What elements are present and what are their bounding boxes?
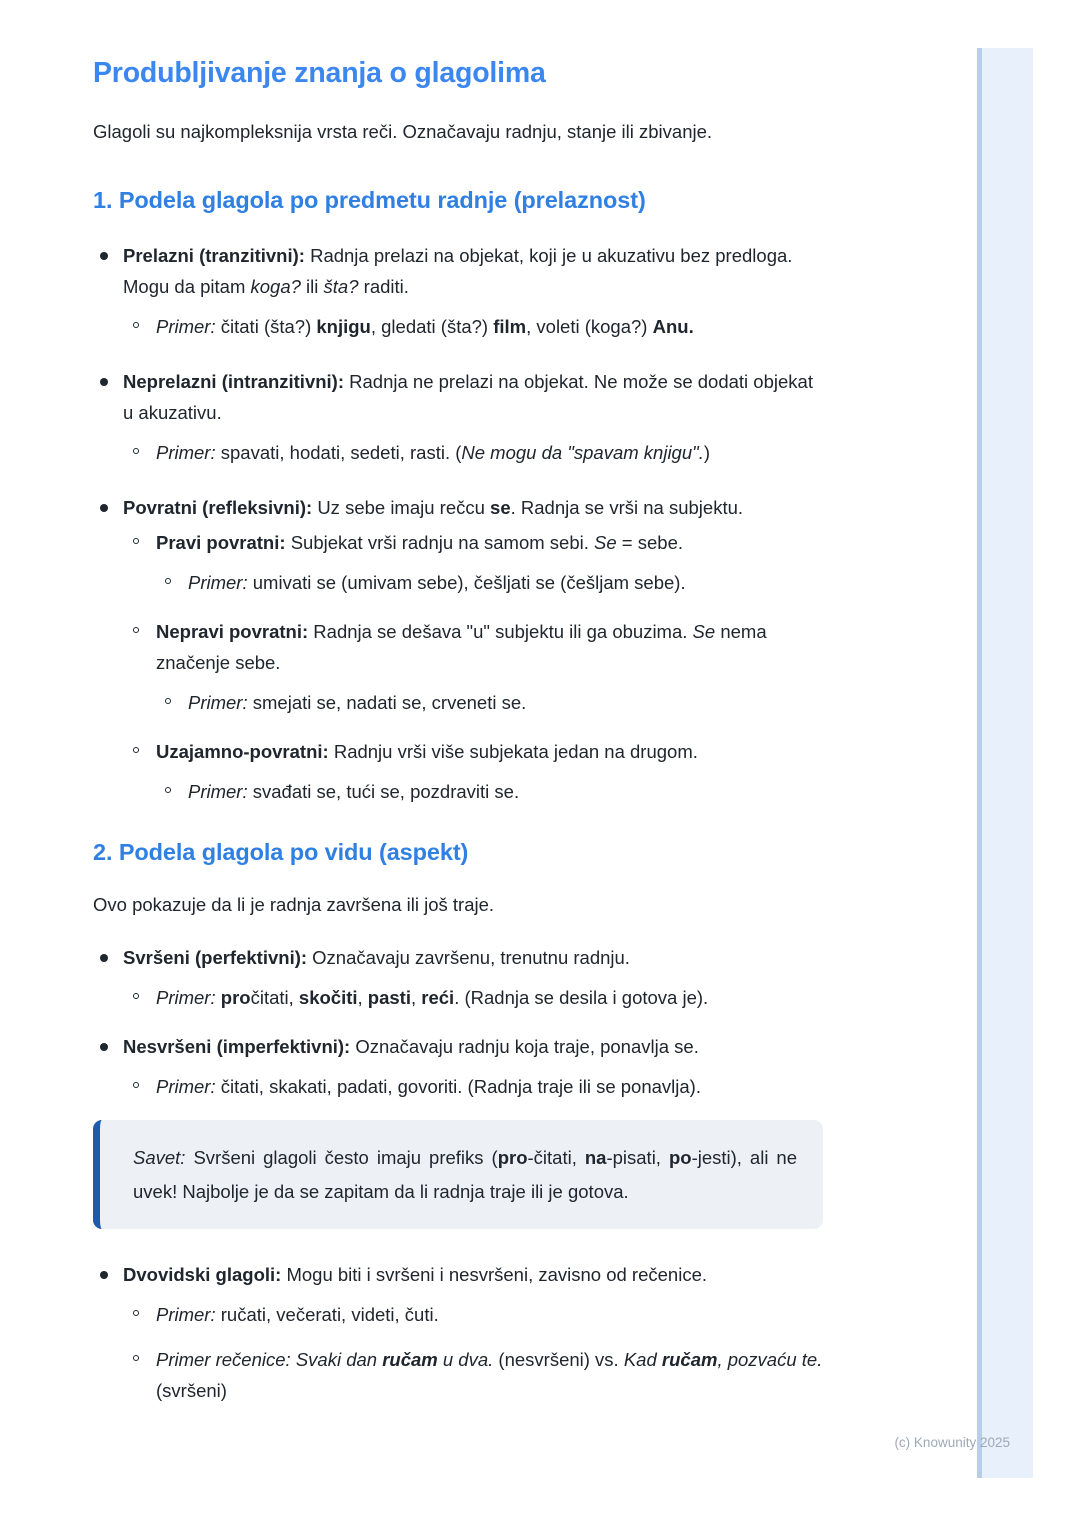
list-item-text: Pravi povratni: Subjekat vrši radnju na samom sebi. Se = sebe. bbox=[156, 532, 684, 553]
list-item-dvovidski bbox=[93, 1259, 823, 1290]
list-item-text: Svršeni (perfektivni): Označavaju završenu, trenutnu radnju. bbox=[123, 947, 630, 968]
list-item-povratni bbox=[93, 492, 823, 523]
list-item-text: Primer: smejati se, nadati se, crveneti se. bbox=[188, 692, 527, 713]
bullet-dot-icon bbox=[100, 954, 108, 962]
copyright-watermark: (c) Knowunity 2025 bbox=[894, 1435, 1010, 1450]
bullet-circle-icon bbox=[133, 993, 139, 999]
list-item-pravi-povratni-primer bbox=[93, 567, 823, 598]
list-item-text: Prelazni (tranzitivni): Radnja prelazi na objekat, koji je u akuzativu bez predloga. Mogu da pitam koga? ili šta? raditi. bbox=[123, 245, 793, 297]
list-item-uzajamno-povratni-primer bbox=[93, 776, 823, 807]
list-item-text: Nesvršeni (imperfektivni): Označavaju radnju koja traje, ponavlja se. bbox=[123, 1036, 699, 1057]
right-stripe-decoration bbox=[977, 48, 1033, 1478]
bullet-dot-icon bbox=[100, 252, 108, 260]
list-item-text: Uzajamno-povratni: Radnju vrši više subjekata jedan na drugom. bbox=[156, 741, 698, 762]
page-title: Produbljivanje znanja o glagolima bbox=[93, 57, 546, 89]
list-item-text: Primer: umivati se (umivam sebe), češljati se (češljam sebe). bbox=[188, 572, 686, 593]
list-item-text: Dvovidski glagoli: Mogu biti i svršeni i nesvršeni, zavisno od rečenice. bbox=[123, 1264, 708, 1285]
bullet-circle-icon bbox=[165, 787, 171, 793]
section-1-heading: 1. Podela glagola po predmetu radnje (prelaznost) bbox=[93, 187, 646, 213]
section-2-heading: 2. Podela glagola po vidu (aspekt) bbox=[93, 839, 469, 865]
bullet-dot-icon bbox=[100, 504, 108, 512]
list-item-svrseni bbox=[93, 942, 823, 973]
list-item-svrseni-primer bbox=[93, 982, 823, 1013]
list-item-neprelazni bbox=[93, 366, 823, 428]
list-item-text: Primer rečenice: Svaki dan ručam u dva. (nesvršeni) vs. Kad ručam, pozvaću te. (svršeni) bbox=[156, 1349, 823, 1401]
list-item-text: Primer: čitati (šta?) knjigu, gledati (šta?) film, voleti (koga?) Anu. bbox=[156, 316, 694, 337]
list-item-text: Primer: pročitati, skočiti, pasti, reći. (Radnja se desila i gotova je). bbox=[156, 987, 709, 1008]
list-item-prelazni-primer bbox=[93, 311, 823, 342]
list-item-text: Primer: svađati se, tući se, pozdraviti se. bbox=[188, 781, 520, 802]
tip-callout-box bbox=[93, 1120, 823, 1229]
bullet-dot-icon bbox=[100, 378, 108, 386]
bullet-circle-icon bbox=[133, 627, 139, 633]
intro-paragraph: Glagoli su najkompleksnija vrsta reči. Označavaju radnju, stanje ili zbivanje. bbox=[93, 121, 713, 142]
list-item-nepravi-povratni bbox=[93, 616, 823, 678]
list-item-prelazni bbox=[93, 240, 823, 302]
bullet-circle-icon bbox=[133, 538, 139, 544]
bullet-circle-icon bbox=[133, 322, 139, 328]
bullet-dot-icon bbox=[100, 1271, 108, 1279]
bullet-circle-icon bbox=[165, 578, 171, 584]
bullet-circle-icon bbox=[133, 1355, 139, 1361]
list-item-text: Primer: spavati, hodati, sedeti, rasti. (Ne mogu da "spavam knjigu".) bbox=[156, 442, 711, 463]
list-item-nesvrseni bbox=[93, 1031, 823, 1062]
list-item-text: Povratni (refleksivni): Uz sebe imaju rečcu se. Radnja se vrši na subjektu. bbox=[123, 497, 744, 518]
list-item-nepravi-povratni-primer bbox=[93, 687, 823, 718]
bullet-circle-icon bbox=[165, 698, 171, 704]
list-item-text: Primer: čitati, skakati, padati, govoriti. (Radnja traje ili se ponavlja). bbox=[156, 1076, 701, 1097]
document-content bbox=[93, 0, 823, 1406]
tip-callout-text: Savet: Svršeni glagoli često imaju prefiks (pro-čitati, na-pisati, po-jesti), ali ne uvek! Najbolje je da se zapitam da li radnja traje ili je gotova. bbox=[133, 1147, 798, 1202]
list-item-nesvrseni-primer bbox=[93, 1071, 823, 1102]
bullet-circle-icon bbox=[133, 747, 139, 753]
list-item-pravi-povratni bbox=[93, 527, 823, 558]
bullet-dot-icon bbox=[100, 1043, 108, 1051]
list-item-dvovidski-primer-recenice bbox=[93, 1344, 823, 1406]
bullet-circle-icon bbox=[133, 448, 139, 454]
list-item-dvovidski-primer bbox=[93, 1299, 823, 1330]
section-2-intro: Ovo pokazuje da li je radnja završena ili još traje. bbox=[93, 894, 495, 915]
bullet-circle-icon bbox=[133, 1082, 139, 1088]
list-item-text: Neprelazni (intranzitivni): Radnja ne prelazi na objekat. Ne može se dodati objekat u akuzativu. bbox=[123, 371, 813, 423]
list-item-text: Nepravi povratni: Radnja se dešava "u" subjektu ili ga obuzima. Se nema značenje sebe. bbox=[156, 621, 767, 673]
list-item-neprelazni-primer bbox=[93, 437, 823, 468]
list-item-uzajamno-povratni bbox=[93, 736, 823, 767]
list-item-text: Primer: ručati, večerati, videti, čuti. bbox=[156, 1304, 439, 1325]
bullet-circle-icon bbox=[133, 1310, 139, 1316]
